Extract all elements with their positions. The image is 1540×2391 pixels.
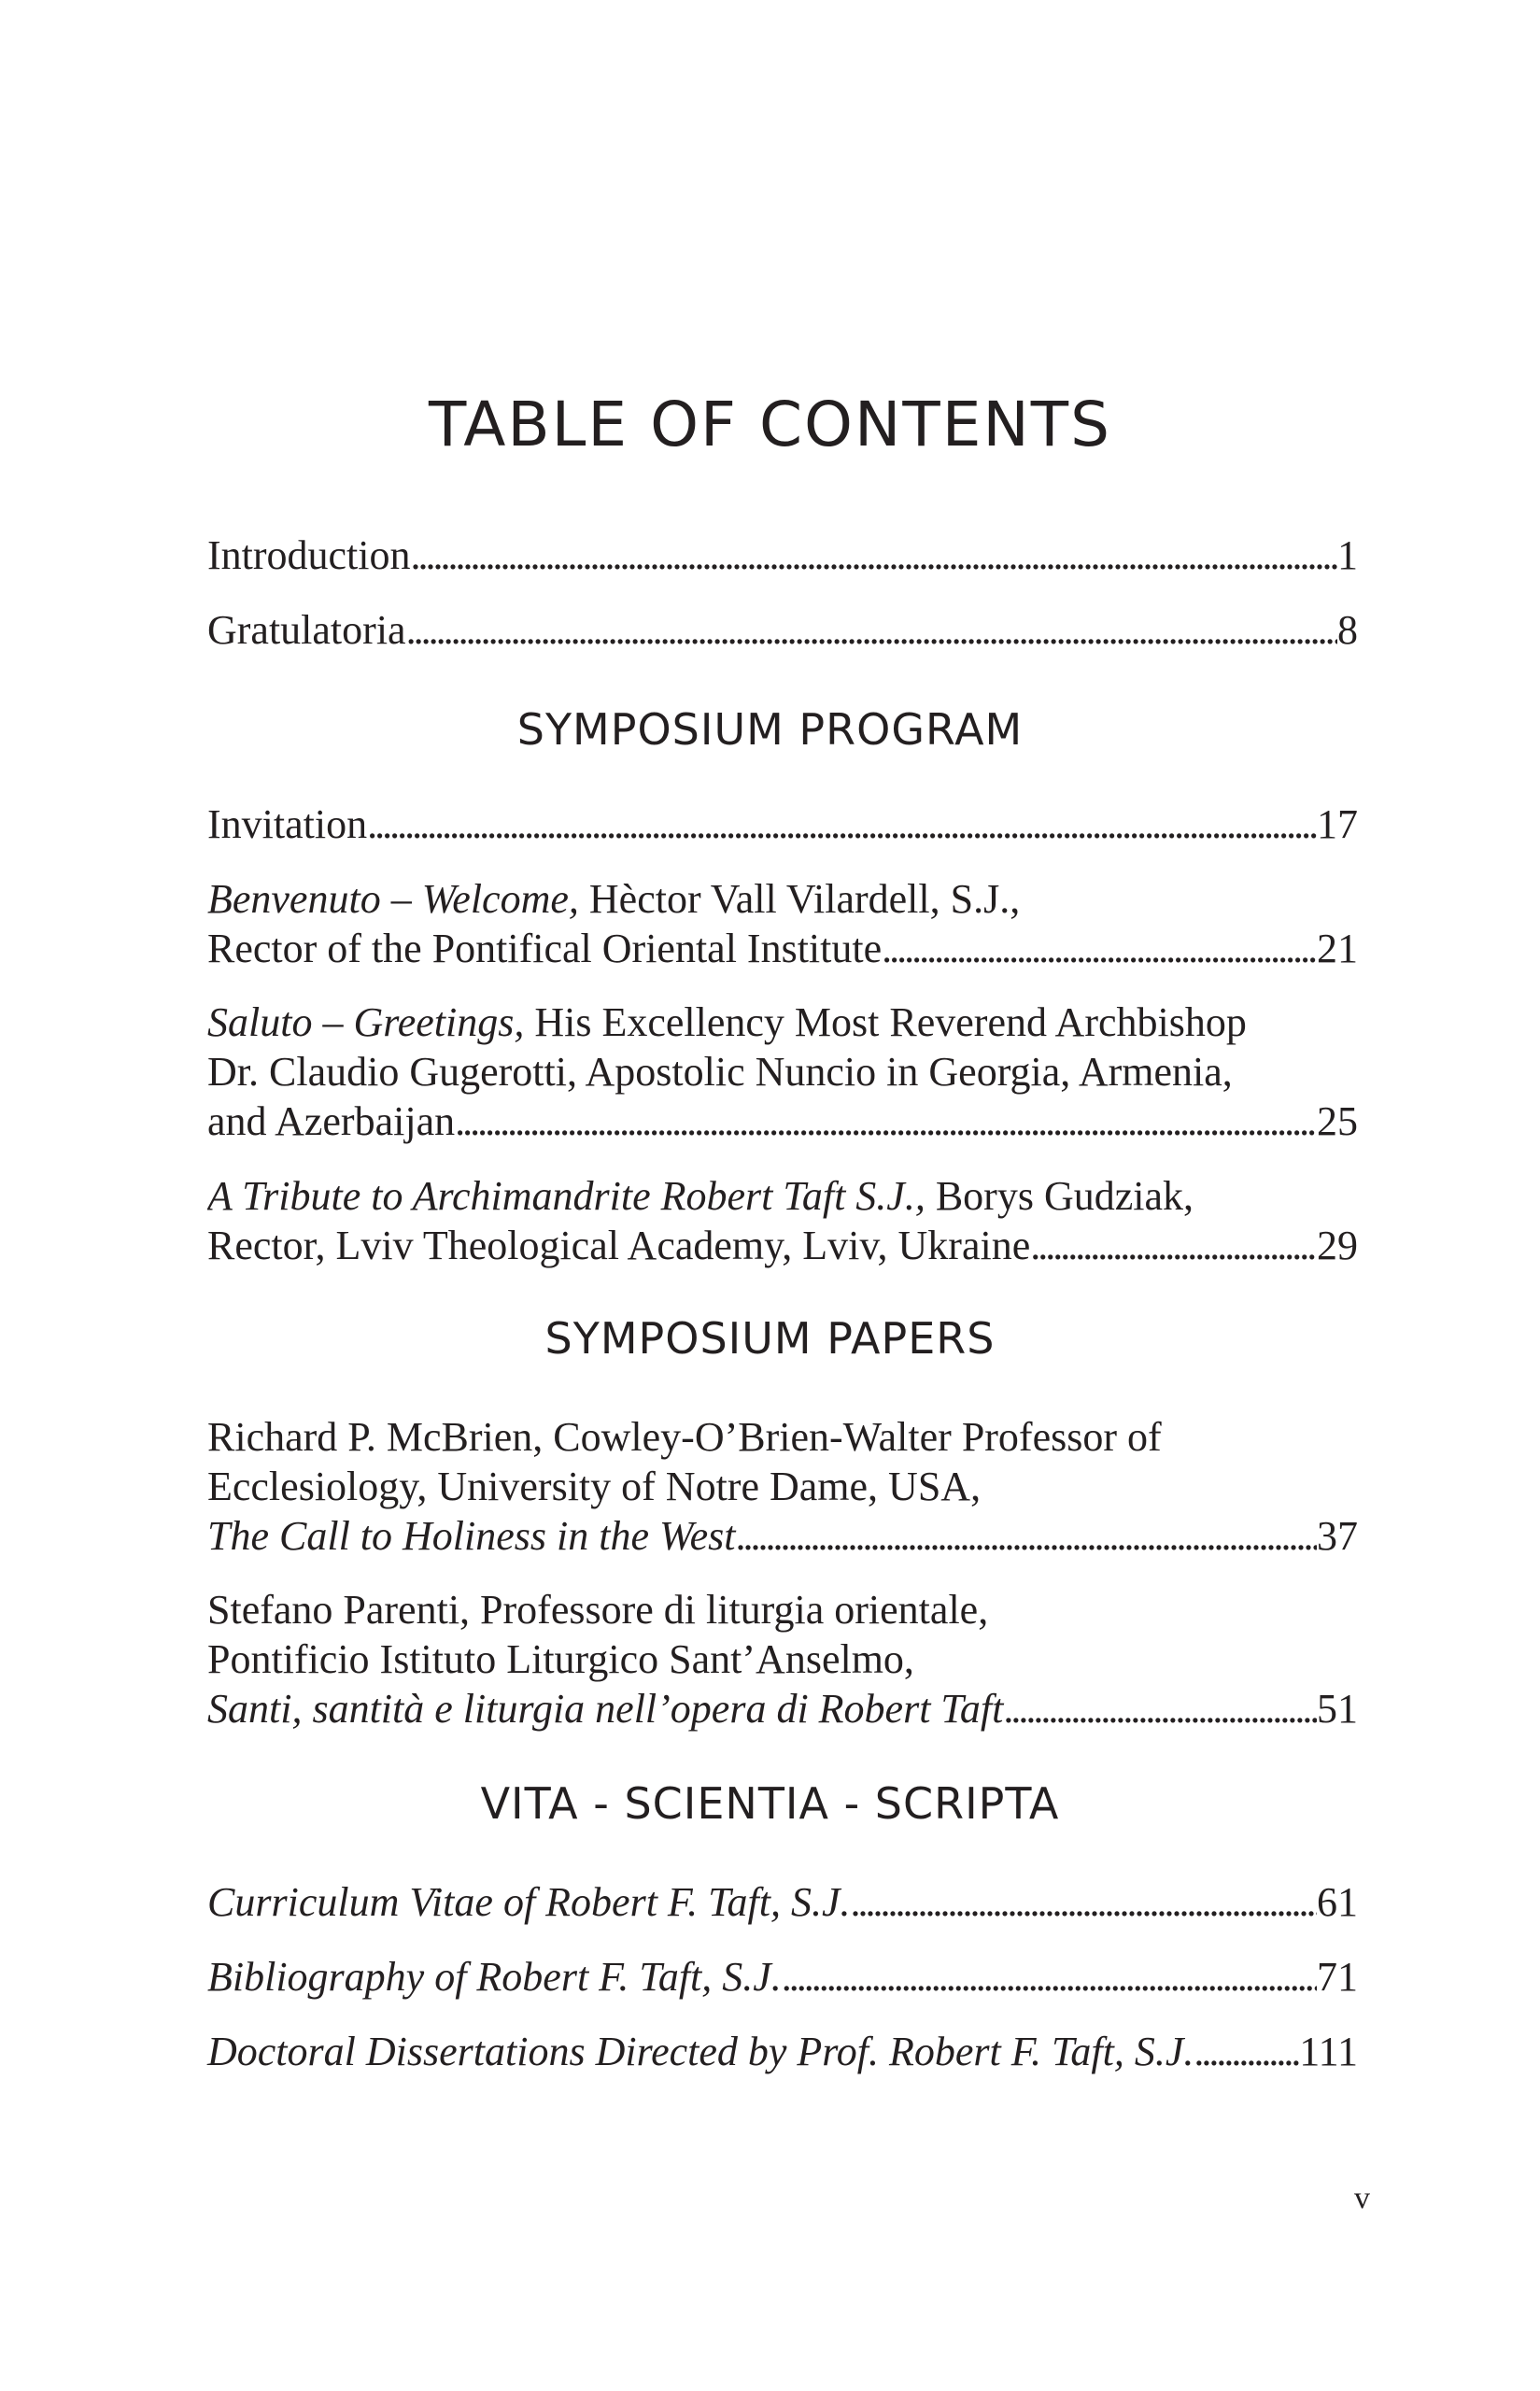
- toc-page-number: 17: [1317, 801, 1358, 847]
- toc-page-number: 25: [1317, 1098, 1358, 1144]
- leader-dots: [1030, 1221, 1317, 1270]
- section-heading-symposium-papers: SYMPOSIUM PAPERS: [544, 1313, 996, 1364]
- toc-entry-italic-title: Santi, santità e liturgia nell’opera di Robert Taft: [207, 1686, 1004, 1732]
- toc-entry-italic-title: The Call to Holiness in the West: [207, 1513, 736, 1559]
- toc-entry-italic-title: Bibliography of Robert F. Taft, S.J.: [207, 1954, 782, 2000]
- leader-dots: [851, 1877, 1317, 1927]
- toc-entry-italic-title: A Tribute to Archimandrite Robert Taft S.J.,: [207, 1173, 925, 1219]
- toc-entry-parenti[interactable]: [207, 1585, 1358, 1733]
- toc-entry-curriculum-vitae[interactable]: [207, 1877, 1358, 1927]
- toc-entry-saluto[interactable]: [207, 997, 1358, 1146]
- toc-entry-text: and Azerbaijan: [207, 1098, 456, 1144]
- toc-entry-text: Stefano Parenti, Professore di liturgia orientale,: [207, 1587, 989, 1633]
- toc-page-number: 51: [1317, 1686, 1358, 1732]
- toc-entry-text: Pontificio Istituto Liturgico Sant’Anselmo,: [207, 1636, 914, 1682]
- toc-entry-text: Invitation: [207, 801, 368, 847]
- toc-entry-doctoral-dissertations[interactable]: [207, 2027, 1358, 2076]
- toc-page-number: 111: [1299, 2029, 1358, 2074]
- toc-entry-text: His Excellency Most Reverend Archbishop: [524, 999, 1247, 1045]
- leader-dots: [782, 1952, 1317, 2002]
- toc-entry-text: Rector of the Pontifical Oriental Institute: [207, 926, 883, 971]
- toc-entry-italic-title: Doctoral Dissertations Directed by Prof. Robert F. Taft, S.J.: [207, 2029, 1194, 2074]
- toc-entry-italic-title: Curriculum Vitae of Robert F. Taft, S.J.: [207, 1879, 851, 1925]
- toc-entry-italic-title: Saluto – Greetings,: [207, 999, 525, 1045]
- toc-entry-italic-title: Benvenuto – Welcome,: [207, 876, 579, 922]
- folio-page-number: v: [1354, 2181, 1370, 2215]
- toc-entry-text: Richard P. McBrien, Cowley-O’Brien-Walter Professor of: [207, 1414, 1162, 1460]
- toc-page-number: 37: [1317, 1513, 1358, 1559]
- leader-dots: [367, 799, 1317, 849]
- toc-entry-text: Dr. Claudio Gugerotti, Apostolic Nuncio in Georgia, Armenia,: [207, 1049, 1233, 1095]
- leader-dots: [882, 924, 1317, 973]
- leader-dots: [411, 531, 1337, 580]
- leader-dots: [455, 1096, 1317, 1146]
- toc-entry-text: Introduction: [207, 532, 411, 578]
- toc-page-number: 29: [1317, 1223, 1358, 1268]
- leader-dots: [1003, 1684, 1317, 1733]
- leader-dots: [1194, 2027, 1299, 2076]
- toc-entry-gratulatoria[interactable]: [207, 605, 1358, 655]
- toc-entry-mcbrien[interactable]: [207, 1412, 1358, 1561]
- toc-page-number: 21: [1317, 926, 1358, 971]
- toc-entry-text: Rector, Lviv Theological Academy, Lviv, Ukraine: [207, 1223, 1031, 1268]
- toc-entry-text: Hèctor Vall Vilardell, S.J.,: [578, 876, 1021, 922]
- toc-entry-text: Ecclesiology, University of Notre Dame, USA,: [207, 1464, 982, 1509]
- page-title: TABLE OF CONTENTS: [429, 389, 1111, 460]
- toc-entry-text: Borys Gudziak,: [925, 1173, 1194, 1219]
- toc-page-number: 8: [1337, 607, 1358, 653]
- toc-entry-bibliography[interactable]: [207, 1952, 1358, 2002]
- toc-page-number: 61: [1317, 1879, 1358, 1925]
- section-heading-vita-scientia-scripta: VITA - SCIENTIA - SCRIPTA: [480, 1778, 1060, 1829]
- toc-entry-text: Gratulatoria: [207, 607, 406, 653]
- toc-page-number: 1: [1337, 532, 1358, 578]
- toc-entry-introduction[interactable]: [207, 531, 1358, 580]
- section-heading-symposium-program: SYMPOSIUM PROGRAM: [516, 704, 1024, 755]
- leader-dots: [406, 605, 1337, 655]
- toc-entry-invitation[interactable]: [207, 799, 1358, 849]
- leader-dots: [736, 1511, 1318, 1561]
- toc-entry-benvenuto[interactable]: [207, 874, 1358, 973]
- toc-page-number: 71: [1317, 1954, 1358, 2000]
- toc-entry-tribute[interactable]: [207, 1171, 1358, 1270]
